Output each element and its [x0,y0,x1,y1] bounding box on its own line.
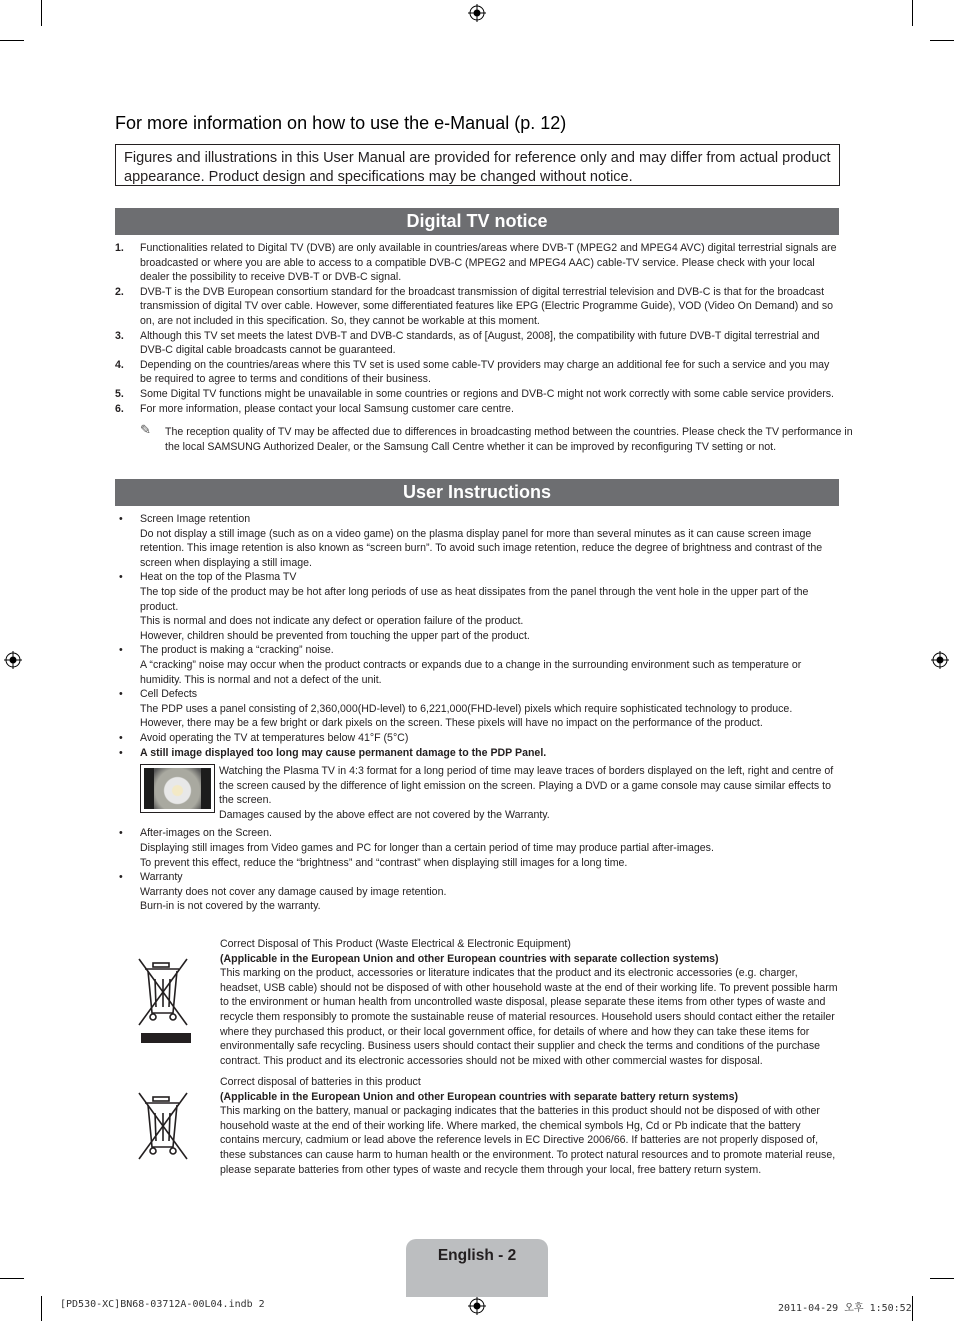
item-line: Burn-in is not covered by the warranty. [140,900,321,913]
list-item [115,570,839,643]
list-item [115,241,839,285]
crossed-bin-icon [135,955,199,1045]
list-item [115,643,839,687]
registration-mark-icon [468,1297,486,1315]
bullet-icon: • [119,644,123,657]
item-text: Depending on the countries/areas where this TV set is used some cable-TV providers may charge an additional fee for such a service and you may be required to agree to terms and conditions of their business. [140,358,830,386]
digital-tv-list [115,241,839,416]
item-line: To prevent this effect, reduce the “brightness” and “contrast” when displaying still images for a long time. [140,856,628,869]
item-line: This is normal and does not indicate any defect or operation failure of the product. [140,615,524,628]
bullet-icon: • [119,571,123,584]
page-title: For more information on how to use the e-Manual (p. 12) [115,113,567,133]
bullet-icon: • [119,688,123,701]
item-text: For more information, please contact your local Samsung customer care centre. [140,402,514,415]
battery-disposal-body: This marking on the battery, manual or packaging indicates that the batteries in this product should not be disposed of with other household waste at the end of their working life. Where marked, the chemical symbols Hg, Cd or Pb indicate that the battery contains mercury, cadmium or lead above the reference levels in EC Directive 2006/66. If batteries are not properly disposed of, these substances can cause harm to human health or the environment. To protect natural resources and to promote material reuse, please separate batteries from other types of waste and recycle them through your local, free battery return system. [220,1105,836,1176]
item-text: Although this TV set meets the latest DVB-T and DVB-C standards, as of [August, 2008], the compatibility with future DVB-T digital terrestrial and DVB-C digital cable broadcasts cannot be guaranteed. [140,329,820,357]
item-title: Screen Image retention [140,513,251,525]
item-number: 6. [115,402,124,415]
item-line: Warranty does not cover any damage caused by image retention. [140,885,447,898]
disposal-product-subtitle: (Applicable in the European Union and other European countries with separate collection systems) [220,952,719,965]
list-item [115,826,839,870]
disclaimer-box: Figures and illustrations in this User Manual are provided for reference only and may differ from actual product appearance. Product design and specifications may be changed without notice. [115,144,840,186]
item-title: A still image displayed too long may cause permanent damage to the PDP Panel. [140,746,547,759]
disposal-product-body: This marking on the product, accessories or literature indicates that the product and its electronic accessories (e.g. charger, headset, USB cable) should not be disposed of with other household waste at the end of their working life. To prevent possible harm to the environment or human health from uncontrolled waste disposal, please separate these items from other types of waste and recycle them responsibly to promote the sustainable reuse of material resources. Household users should contact either the retailer where they purchased this product, or their local government office, for details of where and how they can take these items for environmentally safe recycling. Business users should contact their supplier and check the terms and conditions of the purchase contract. This product and its electronic accessories should not be mixed with other commercial wastes for disposal. [220,967,838,1067]
item-title: Avoid operating the TV at temperatures below 41°F (5°C) [140,731,409,744]
print-slug-right: 2011-04-29 오후 1:50:52 [778,1303,912,1314]
list-item [115,358,839,387]
crossed-battery-bin-icon [135,1091,199,1161]
item-title: Cell Defects [140,688,198,701]
item-number: 3. [115,329,124,342]
registration-mark-icon [468,4,486,22]
list-item [115,329,839,358]
still-image-note [140,764,839,822]
list-item [115,402,839,417]
bullet-icon: • [119,746,123,759]
item-title: After-images on the Screen. [140,827,272,840]
item-text: Some Digital TV functions might be unavailable in some countries or regions and DVB-C might not work correctly with some cable service providers. [140,387,834,400]
list-item [115,387,839,402]
digital-tv-heading: Digital TV notice [115,208,839,235]
item-line: Do not display a still image (such as on a video game) on the plasma display panel for more than several minutes as it can cause screen image retention. This image retention is also known as “screen burn”. To avoid such image retention, reduce the degree of brightness and contrast of the screen when displaying a still image. [140,527,823,569]
note-line: Damages caused by the above effect are not covered by the Warranty. [219,808,550,821]
bullet-icon: • [119,513,123,525]
item-number: 4. [115,358,124,371]
note-line: Watching the Plasma TV in 4:3 format for a long period of time may leave traces of borders displayed on the left, right and centre of the screen caused by the difference of light emission on the screen. Playing a DVD or a game console may cause similar effects to the screen. [219,765,834,807]
weee-section [115,937,839,1068]
page-number-tab: English - 2 [406,1239,548,1297]
note-text: The reception quality of TV may be affected due to differences in broadcasting method between the countries. Please check the TV performance in the local SAMSUNG Authorized Dealer, or the Samsung Call Centre whether it can be improved by reconfiguring TV setting or not. [165,426,853,453]
user-instructions-heading: User Instructions [115,479,839,506]
item-line: The PDP uses a panel consisting of 2,360,000(HD-level) to 6,221,000(FHD-level) pixels which require sophisticated technology to produce. However, there may be a few bright or dark pixels on the screen. These pixels will have no impact on the performance of the product. [140,702,793,730]
battery-disposal-section [115,1075,839,1177]
bullet-icon: • [119,731,123,744]
item-number: 1. [115,242,124,254]
item-title: Warranty [140,871,183,884]
print-slug-left: [PD530-XC]BN68-03712A-00L04.indb 2 [60,1299,265,1310]
bullet-icon: • [119,871,123,884]
registration-mark-icon [931,651,949,669]
list-item [115,512,839,570]
battery-disposal-title: Correct disposal of batteries in this product [220,1076,421,1088]
list-item [115,285,839,329]
item-title: Heat on the top of the Plasma TV [140,571,297,584]
item-title: The product is making a “cracking” noise. [140,644,334,657]
item-text: DVB-T is the DVB European consortium standard for the broadcast transmission of digital terrestrial television and DVB-C is that for the broadcast transmission of digital TV over cable. However, some differentiated features like EPG (Electric Programme Guide), VOD (Video On Demand) and so on, are not included in this specification. So, they cannot be workable at this moment. [140,285,834,327]
reception-note [140,422,861,454]
list-item [115,687,839,731]
disposal-product-title: Correct Disposal of This Product (Waste Electrical & Electronic Equipment) [220,938,571,950]
item-line: Displaying still images from Video games and PC for longer than a certain period of time may produce partial after-images. [140,842,714,855]
registration-mark-icon [4,651,22,669]
user-instructions-list [115,512,839,914]
item-line: However, children should be prevented from touching the upper part of the product. [140,629,530,642]
flower-thumbnail-image [140,764,215,813]
item-line: The top side of the product may be hot after long periods of use as heat dissipates from the panel through the vent hole in the upper part of the product. [140,585,809,613]
list-item [115,731,839,746]
item-number: 5. [115,387,124,400]
battery-disposal-subtitle: (Applicable in the European Union and other European countries with separate battery return systems) [220,1090,739,1103]
item-line: A “cracking” noise may occur when the product contracts or expands due to a change in the surrounding environment such as temperature or humidity. This is normal and not a defect of the unit. [140,658,802,686]
item-text: Functionalities related to Digital TV (DVB) are only available in countries/areas where DVB-T (MPEG2 and MPEG4 AVC) digital terrestrial signals are broadcasted or where you are able to access to a compatible DVB-C (MPEG2 and MPEG4 AAC) cable-TV service. Please check with your local dealer the possibility to receive DVB-T or DVB-C signal. [140,242,837,284]
bullet-icon: • [119,827,123,840]
item-number: 2. [115,285,124,298]
list-item [115,870,839,914]
pencil-note-icon: ✎ [140,422,151,437]
list-item [115,746,839,823]
